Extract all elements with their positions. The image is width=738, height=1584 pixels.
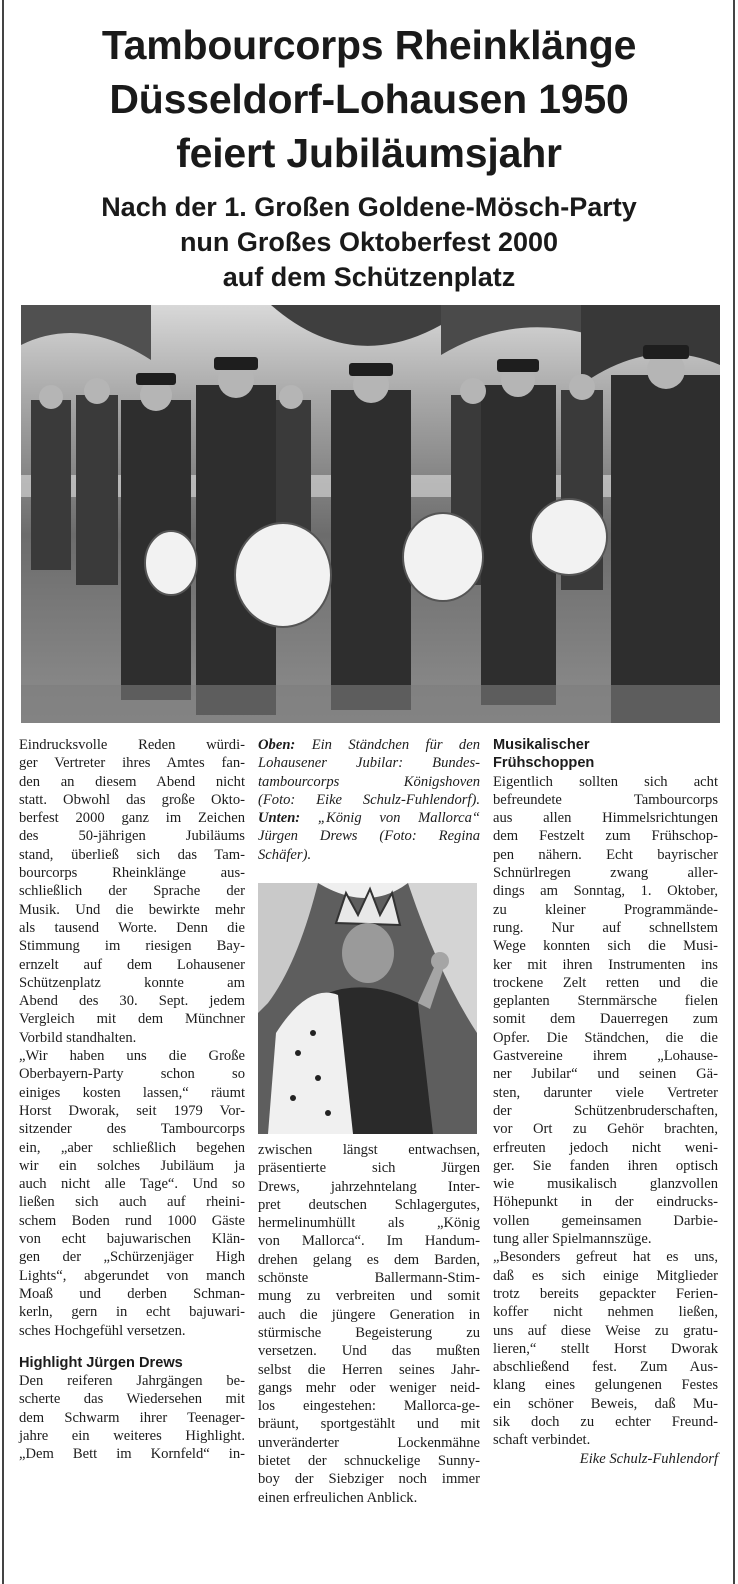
singer-illustration [258, 883, 477, 1134]
caption-label-bottom: Unten: [258, 810, 301, 827]
text-line: Musik. Und die bewirkte mehr [19, 901, 245, 918]
text-line: jahre ein weiteres Highlight. [19, 1427, 245, 1444]
text-line: auch die jüngere Generation in [258, 1306, 480, 1323]
text-line: Höhepunkt in der eindrucks- [493, 1194, 718, 1211]
text-line: gen der „Schürzenjäger High [19, 1249, 245, 1266]
text-line: koffer nicht nehmen ließen, [493, 1304, 718, 1321]
text-line: schließlich der Sprache der [19, 883, 245, 900]
text-line: Wege konnten sich die Musi- [493, 938, 718, 955]
text-line: boy der Siebziger noch immer [258, 1471, 480, 1488]
caption-text: Ein Ständchen für den [311, 737, 480, 753]
section-heading-fruehschoppen: Musikalischer [493, 737, 590, 753]
text-line: trockene Zelt retten und die [493, 974, 718, 991]
drum-corps-illustration [21, 305, 720, 723]
text-line: ernzelt auf dem Lohausener [19, 956, 245, 973]
text-line: Drews, jahrzehntelang Inter- [258, 1178, 480, 1195]
text-line: zu kleiner Programmände- [493, 901, 718, 918]
text-line: Eigentlich sollten sich acht [493, 773, 718, 790]
text-line: bräunt, sportgestählt und mit [258, 1416, 480, 1433]
text-line: der Schützenbruderschaften, [493, 1102, 718, 1119]
text-line: Schnürlregen zwang aller- [493, 865, 718, 882]
author-byline: Eike Schulz-Fuhlendorf [579, 1450, 718, 1467]
photo-caption [258, 736, 480, 864]
text-line: abschließend fest. Zum Aus- [493, 1359, 718, 1376]
text-line: ein schöner Beweis, daß Mu- [493, 1395, 718, 1412]
headline [0, 18, 738, 180]
text-line: von Mallorca“. Im Handum- [258, 1233, 480, 1250]
text-line: dem Schwarm ihrer Teenager- [19, 1409, 245, 1426]
text-line: daß es sich einige Mitglieder [493, 1267, 718, 1284]
text-line: bourcorps Rheinklänge aus- [19, 865, 245, 882]
text-line: des 50-jährigen Jubiläums [19, 828, 245, 845]
text-line: tung aller Spielmannszüge. [493, 1231, 652, 1248]
text-line: einiges kosten lassen,“ räumt [19, 1084, 245, 1101]
text-line: vollen gemeinsamen Darbie- [493, 1212, 718, 1229]
text-line: bietet der schnuckelige Sunny- [258, 1453, 480, 1470]
text-line: Gastvereine ihrem „Lohause- [493, 1048, 718, 1065]
text-line: rung. Nur auf schnellstem [493, 919, 718, 936]
caption-line [258, 736, 480, 754]
text-line: Vorbild standhalten. [19, 1029, 137, 1046]
subheadline-line: auf dem Schützenplatz [222, 262, 516, 292]
caption-line: tambourcorps Königshoven [258, 773, 480, 790]
text-line: stürmische Begeisterung zu [258, 1324, 480, 1341]
caption-line: Lohausener Jubilar: Bundes- [258, 755, 480, 772]
text-line: Stimmung im riesigen Bay- [19, 938, 245, 955]
text-line: ger. Sie fanden ihren optisch [493, 1157, 718, 1174]
text-line: los eingestehen: Mallorca-ge- [258, 1398, 480, 1415]
subheadline-line: nun Großes Oktoberfest 2000 [179, 227, 559, 257]
text-line: „Dem Bett im Kornfeld“ in- [19, 1446, 245, 1463]
text-line: auch nicht alle Tage“. Und so [19, 1176, 245, 1193]
text-line: sitzender des Tambourcorps [19, 1121, 245, 1138]
text-line: kerln, gern in echt bajuwari- [19, 1304, 245, 1321]
text-line: dem Festzelt zum Frühschop- [493, 828, 718, 845]
text-line: zwischen längst entwachsen, [258, 1142, 480, 1158]
text-line: vor Ort zu Gehör brachten, [493, 1121, 718, 1138]
text-line: selbst die Herren seines Jahr- [258, 1361, 480, 1378]
text-line: ner Jubilar“ und seinen Gä- [493, 1066, 718, 1083]
text-line: einen erfreulichen Anblick. [258, 1489, 418, 1506]
text-line: pret deutschen Schlagergutes, [258, 1196, 480, 1213]
text-line: befreundete Tambourcorps [493, 791, 718, 808]
text-line: präsentierte sich Jürgen [258, 1160, 480, 1177]
headline-line: Tambourcorps Rheinklänge [101, 22, 637, 68]
text-line: wir ein solches Jubiläum ja [19, 1157, 245, 1174]
inset-photo [258, 883, 477, 1134]
text-line: hermelinumhüllt als „König [258, 1215, 480, 1232]
text-line: Horst Dworak, seit 1979 Vor- [19, 1102, 245, 1119]
text-line: „Besonders gefreut hat es uns, [493, 1249, 718, 1266]
text-line: schaft verbindet. [493, 1432, 591, 1449]
column-2 [258, 1141, 480, 1507]
column-1-paragraph-1 [19, 736, 245, 1047]
caption-label-top: Oben: [258, 737, 296, 753]
text-line: ker mit ihren Instrumenten ins [493, 956, 718, 973]
headline-line: Düsseldorf-Lohausen 1950 [109, 76, 629, 122]
text-line: Oberbayern-Party schon so [19, 1066, 245, 1083]
text-line: Schützenplatz konnte am [19, 974, 245, 991]
section-heading-fruehschoppen: Frühschoppen [493, 755, 595, 772]
text-line: mung zu verbreiten und somit [258, 1288, 480, 1305]
text-line: Abend des 30. Sept. jedem [19, 993, 245, 1010]
text-line: ließen sich auch auf rheini- [19, 1194, 245, 1211]
text-line: Lights“, abgerundet von manch [19, 1267, 245, 1284]
text-line: Vergleich mit dem Münchner [19, 1011, 245, 1028]
text-line: stand, überließ sich das Tam- [19, 846, 245, 863]
text-line: berfest 2000 ganz im Zeichen [19, 810, 245, 827]
text-line: wie musikalisch glanzvollen [493, 1176, 718, 1193]
text-line: „Wir haben uns die Große [19, 1048, 245, 1065]
subheadline [0, 190, 738, 295]
subheadline-line: Nach der 1. Großen Goldene-Mösch-Party [101, 192, 637, 222]
text-line: unveränderter Lockenmähne [258, 1434, 480, 1451]
caption-line [258, 809, 480, 827]
text-line: sik doch zu echter Freund- [493, 1413, 718, 1430]
text-line: geplanten Sternmärsche fielen [493, 993, 718, 1010]
section-heading-highlight: Highlight Jürgen Drews [19, 1354, 183, 1371]
text-line: von echt bajuwarischen Klän- [19, 1231, 245, 1248]
text-line: schönste Ballermann-Stim- [258, 1270, 480, 1287]
column-1-paragraph-2 [19, 1047, 245, 1340]
main-photo [21, 305, 720, 723]
text-line: ein, „aber schließlich begehen [19, 1139, 245, 1156]
text-line: lieren,“ stellt Horst Dworak [493, 1340, 718, 1357]
text-line: gangs mehr oder weniger neid- [258, 1379, 480, 1396]
caption-line: Jürgen Drews (Foto: Regina [258, 828, 480, 845]
column-3-paragraph-2 [493, 1248, 718, 1449]
column-1-paragraph-3 [19, 1372, 245, 1463]
text-line: Eindrucksvolle Reden würdi- [19, 737, 245, 753]
headline-line: feiert Jubiläumsjahr [176, 130, 562, 176]
text-line: den an diesem Abend nicht [19, 773, 245, 790]
text-line: Moaß und derben Schman- [19, 1285, 245, 1302]
text-line: somit dem Dauerregen zum [493, 1011, 718, 1028]
text-line: aus allen Himmelsrichtungen [493, 810, 718, 827]
text-line: erfreuten jedoch nicht weni- [493, 1139, 718, 1156]
text-line: pen nähern. Echt bayrischer [493, 846, 718, 863]
text-line: klang eines gelungenen Festes [493, 1377, 718, 1394]
text-line: sten, darunter viele Vertreter [493, 1084, 718, 1101]
text-line: dings am Sonntag, 1. Oktober, [493, 883, 718, 900]
text-line: sches Hochgefühl versetzen. [19, 1322, 186, 1339]
column-3 [493, 736, 718, 1468]
text-line: versetzen. Und das mußten [258, 1343, 480, 1360]
text-line: Den reiferen Jahrgängen be- [19, 1373, 245, 1390]
text-line: als tausend Worte. Denn die [19, 919, 245, 936]
text-line: trotz bereits gepackter Ferien- [493, 1285, 718, 1302]
text-line: ger Vertreter ihres Amtes fan- [19, 755, 245, 772]
column-1 [19, 736, 245, 1464]
caption-text: „König von Mallorca“ [317, 810, 480, 827]
text-line: Opfer. Die Ständchen, die die [493, 1029, 718, 1046]
caption-line: Schäfer). [258, 846, 312, 863]
column-3-paragraph-1 [493, 773, 718, 1249]
text-line: uns auf diese Weise zu gratu- [493, 1322, 718, 1339]
caption-line: (Foto: Eike Schulz-Fuhlendorf). [258, 791, 480, 808]
text-line: statt. Obwohl das große Okto- [19, 791, 245, 808]
text-line: drehen gelang es dem Barden, [258, 1251, 480, 1268]
text-line: schem Boden rund 1000 Gäste [19, 1212, 245, 1229]
text-line: scherte das Wiedersehen mit [19, 1391, 245, 1408]
